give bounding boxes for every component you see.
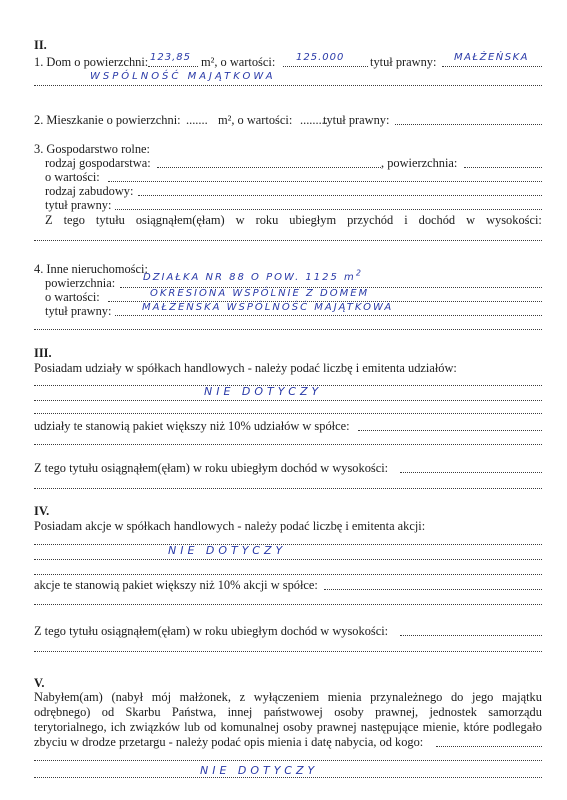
gospodarstwo-rodzaj-label: rodzaj gospodarstwa: [45, 156, 151, 170]
dom-title-label: tytuł prawny: [370, 55, 437, 69]
akcje-dochod-field-2[interactable] [34, 651, 542, 652]
dom-title-field-continued[interactable] [34, 85, 542, 86]
dom-area-handwritten: 123,85 [150, 52, 191, 63]
akcje-field-1[interactable] [34, 544, 542, 545]
mieszkanie-label: 2. Mieszkanie o powierzchni: [34, 113, 181, 127]
inne-tytul-field[interactable] [115, 315, 542, 316]
inne-powierzchnia-label: powierzchnia: [45, 276, 116, 290]
dom-label: 1. Dom o powierzchni: [34, 55, 149, 69]
gospodarstwo-tytul-field[interactable] [115, 209, 542, 210]
akcje-dochod-label: Z tego tytułu osiągnąłem(ęłam) w roku ubiegłym dochód w wysokości: [34, 624, 389, 638]
dom-area-field[interactable] [148, 66, 198, 67]
udzialy-handwritten: NIE DOTYCZY [204, 385, 323, 398]
akcje-dochod-field[interactable] [400, 635, 542, 636]
gospodarstwo-rodzaj-field[interactable] [157, 167, 381, 168]
nabycie-line-3: terytorialnego, ich związków lub od komunalnej osoby prawnej następujące mienie, które podlegało [34, 720, 542, 734]
mieszkanie-value-field[interactable]: ......... [300, 113, 328, 127]
akcje-pakiet-field-2[interactable] [34, 604, 542, 605]
gospodarstwo-heading: 3. Gospodarstwo rolne: [34, 142, 150, 156]
gospodarstwo-wartosc-label: o wartości: [45, 170, 100, 184]
mieszkanie-title-label: tytuł prawny: [323, 113, 390, 127]
inne-tytul-handwritten: MAŁŻEŃSKA WSPÓLNOŚĆ MAJĄTKOWA [142, 302, 394, 313]
mieszkanie-m2-label: m², o wartości: [218, 113, 293, 127]
gospodarstwo-zabudowy-field[interactable] [138, 195, 542, 196]
gospodarstwo-zabudowy-label: rodzaj zabudowy: [45, 184, 134, 198]
akcje-intro: Posiadam akcje w spółkach handlowych - należy podać liczbę i emitenta akcji: [34, 519, 426, 533]
akcje-pakiet-label: akcje te stanowią pakiet większy niż 10% akcji w spółce: [34, 578, 318, 592]
udzialy-field-2[interactable] [34, 400, 542, 401]
gospodarstwo-tytul-label: tytuł prawny: [45, 198, 112, 212]
nabycie-line-2: odrębnego) od Skarbu Państwa, innej państwowej osoby prawnej, jednostek samorządu [34, 705, 542, 719]
udzialy-pakiet-label: udziały te stanowią pakiet większy niż 10% udziałów w spółce: [34, 419, 350, 433]
inne-tytul-label: tytuł prawny: [45, 304, 112, 318]
section-iv-heading: IV. [34, 504, 50, 518]
dom-value-field[interactable] [283, 66, 368, 67]
udzialy-intro: Posiadam udziały w spółkach handlowych - należy podać liczbę i emitenta udziałów: [34, 361, 457, 375]
dom-title-handwritten-2: WSPÓLNOŚĆ MAJĄTKOWA [90, 71, 276, 82]
udzialy-field-3[interactable] [34, 413, 542, 414]
udzialy-dochod-field[interactable] [400, 472, 542, 473]
nabycie-field[interactable] [436, 746, 542, 747]
dom-m2-label: m², o wartości: [201, 55, 276, 69]
inne-extra-field[interactable] [34, 329, 542, 330]
mieszkanie-area-field[interactable]: ....... [186, 113, 208, 127]
section-ii-heading: II. [34, 38, 47, 52]
dom-title-handwritten-1: MAŁŻEŃSKA [454, 52, 529, 63]
dom-value-handwritten: 125.000 [296, 52, 345, 63]
gospodarstwo-wartosc-field[interactable] [108, 181, 542, 182]
akcje-field-3[interactable] [34, 574, 542, 575]
udzialy-dochod-label: Z tego tytułu osiągnąłem(ęłam) w roku ubiegłym dochód w wysokości: [34, 461, 389, 475]
inne-nieruchomosci-heading: 4. Inne nieruchomości: [34, 262, 148, 276]
dom-title-field[interactable] [442, 66, 542, 67]
nabycie-line-4: zbyciu w drodze przetargu - należy podać opis mienia i datę nabycia, od kogo: [34, 735, 424, 749]
nabycie-field-2[interactable] [34, 760, 542, 761]
udzialy-dochod-field-2[interactable] [34, 488, 542, 489]
inne-wartosc-label: o wartości: [45, 290, 100, 304]
nabycie-field-3[interactable] [34, 777, 542, 778]
akcje-field-2[interactable] [34, 559, 542, 560]
udzialy-pakiet-field[interactable] [358, 430, 542, 431]
nabycie-line-1: Nabyłem(am) (nabył mój małżonek, z wyłączeniem mienia przynależnego do jego majątku [34, 690, 542, 704]
akcje-pakiet-field[interactable] [324, 589, 542, 590]
gospodarstwo-dochod-field[interactable] [34, 240, 542, 241]
nabycie-handwritten: NIE DOTYCZY [200, 764, 319, 777]
gospodarstwo-powierzchnia-label: , powierzchnia: [381, 156, 458, 170]
gospodarstwo-powierzchnia-field[interactable] [464, 167, 542, 168]
mieszkanie-title-field[interactable] [395, 124, 542, 125]
udzialy-pakiet-field-2[interactable] [34, 444, 542, 445]
section-v-heading: V. [34, 676, 45, 690]
section-iii-heading: III. [34, 346, 52, 360]
inne-powierzchnia-handwritten: DZIAŁKA NR 88 O POW. 1125 $m^2$ [143, 268, 363, 283]
gospodarstwo-dochod-label: Z tego tytułu osiągnąłem(ęłam) w roku ubiegłym przychód i dochód w wysokości: [45, 213, 542, 227]
inne-wartosc-handwritten: OKRESIONA WSPÓLNIE Z DOMEM [150, 288, 370, 299]
akcje-handwritten: NIE DOTYCZY [168, 544, 287, 557]
